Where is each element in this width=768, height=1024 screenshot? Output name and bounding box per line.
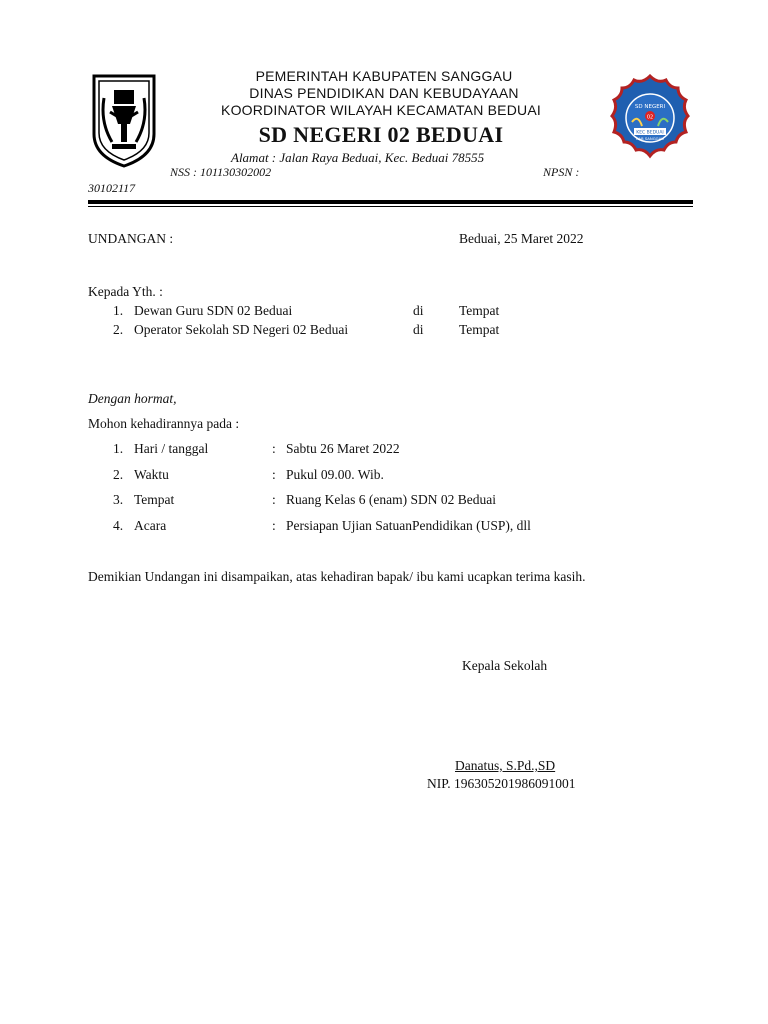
svg-text:SD NEGERI: SD NEGERI (634, 104, 666, 110)
signer-name: Danatus, S.Pd.,SD (455, 758, 556, 773)
header-line-department: DINAS PENDIDIKAN DAN KEBUDAYAAN (249, 85, 519, 101)
detail-separator: : (272, 467, 276, 482)
recipient-number: 1. (113, 303, 124, 318)
recipient-name: Dewan Guru SDN 02 Beduai (134, 303, 293, 318)
header-divider-thin (88, 206, 693, 207)
header-divider-thick (88, 200, 693, 204)
nss-number: NSS : 101130302002 (170, 165, 272, 179)
detail-separator: : (272, 492, 276, 507)
recipient-di: di (413, 322, 424, 337)
signer-title: Kepala Sekolah (462, 658, 548, 673)
detail-number: 1. (113, 441, 124, 456)
detail-label: Hari / tanggal (134, 441, 209, 456)
header-line-coordinator: KOORDINATOR WILAYAH KECAMATAN BEDUAI (221, 102, 541, 118)
svg-text:KEC BEDUAI: KEC BEDUAI (636, 130, 664, 136)
header-line-government: PEMERINTAH KABUPATEN SANGGAU (255, 68, 513, 84)
closing-paragraph: Demikian Undangan ini disampaikan, atas kehadiran bapak/ ibu kami ucapkan terima kasih. (88, 569, 586, 584)
detail-value: Sabtu 26 Maret 2022 (286, 441, 400, 456)
detail-value: Pukul 09.00. Wib. (286, 467, 384, 482)
signer-nip: NIP. 196305201986091001 (427, 776, 576, 791)
detail-label: Tempat (134, 492, 175, 507)
detail-number: 4. (113, 518, 124, 533)
svg-text:KAB SANGGAU: KAB SANGGAU (635, 136, 665, 141)
school-name: SD NEGERI 02 BEDUAI (258, 122, 504, 147)
npsn-value: 30102117 (88, 181, 136, 195)
recipient-number: 2. (113, 322, 124, 337)
detail-separator: : (272, 518, 276, 533)
recipient-label: Kepada Yth. : (88, 284, 163, 299)
greeting: Dengan hormat, (88, 391, 177, 406)
recipient-place: Tempat (459, 322, 500, 337)
recipient-place: Tempat (459, 303, 500, 318)
detail-separator: : (272, 441, 276, 456)
detail-label: Acara (134, 518, 167, 533)
npsn-label: NPSN : (543, 165, 580, 179)
letter-type: UNDANGAN : (88, 231, 174, 246)
svg-text:02: 02 (646, 114, 654, 121)
place-date: Beduai, 25 Maret 2022 (459, 231, 584, 246)
detail-number: 2. (113, 467, 124, 482)
detail-value: Ruang Kelas 6 (enam) SDN 02 Beduai (286, 492, 496, 507)
recipient-name: Operator Sekolah SD Negeri 02 Beduai (134, 322, 349, 337)
request-text: Mohon kehadirannya pada : (88, 416, 240, 431)
school-address: Alamat : Jalan Raya Beduai, Kec. Beduai 78555 (231, 150, 485, 165)
detail-label: Waktu (134, 467, 169, 482)
detail-value: Persiapan Ujian SatuanPendidikan (USP), dll (286, 518, 531, 533)
recipient-di: di (413, 303, 424, 318)
detail-number: 3. (113, 492, 124, 507)
